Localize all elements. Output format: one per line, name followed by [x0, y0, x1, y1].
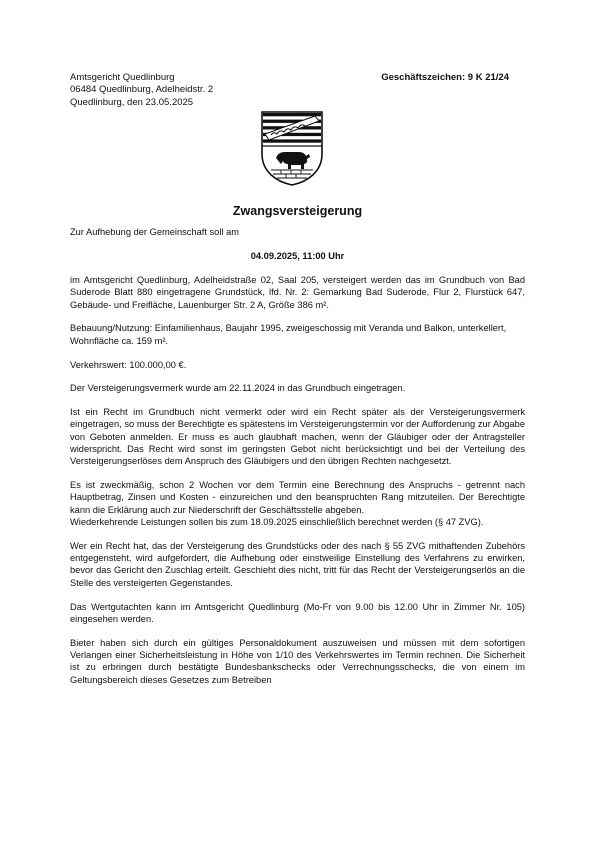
register-paragraph: Der Versteigerungsvermerk wurde am 22.11.2024 in das Grundbuch eingetragen.: [70, 383, 406, 394]
recurring-paragraph: Wiederkehrende Leistungen sollen bis zum 18.09.2025 einschließlich berechnet werden (§ 47 ZVG).: [70, 517, 484, 528]
document-body: [70, 226, 525, 697]
court-name: Amtsgericht Quedlinburg: [70, 72, 175, 83]
auction-date: 04.09.2025, 11:00 Uhr: [250, 250, 345, 261]
location-paragraph: im Amtsgericht Quedlinburg, Adelheidstraße 02, Saal 205, versteigert werden das im Grundbuch von Bad Suderode Blatt 880 eingetragene Grundstück, lfd. Nr. 2: Gemarkung Bad Suderode, Flur 2, Flurstück 647, Gebäude- und Freifläche, Lauenburger Str. 2 A, Größe 386 m².: [70, 275, 525, 310]
file-number: Geschäftszeichen: 9 K 21/24: [381, 72, 509, 83]
building-paragraph: Bebauung/Nutzung: Einfamilienhaus, Baujahr 1995, zweigeschossig mit Veranda und Balkon, unterkellert, Wohnfläche ca. 159 m².: [70, 323, 507, 346]
bidders-paragraph: Bieter haben sich durch ein gültiges Personaldokument auszuweisen und müssen mit dem sofortigen Verlangen einer Sicherheitsleistung in Höhe von 1/10 des Verkehrswertes im Termin rechnen. Die Sicherheit ist zu erbringen durch bestätigte Bundesbankschecks oder Verrechnungsschecks, die von einem im Geltungsbereich dieses Gesetzes zum Betreiben: [70, 637, 525, 685]
rights-paragraph: Ist ein Recht im Grundbuch nicht vermerkt oder wird ein Recht später als der Versteigerungsvermerk eingetragen, so muss der Berechtigte es spätestens im Versteigerungstermin vor der Aufforderung zur Abgabe von Geboten anmelden. Er muss es auch glaubhaft machen, wenn der Gläubiger oder der Antragsteller widerspricht. Das Recht wird sonst im geringsten Gebot nicht berücksichtigt und bei der Verteilung des Versteigerungserlöses dem Anspruch des Gläubigers und den übrigen Rechten nachgesetzt.: [70, 407, 525, 467]
opposition-paragraph: Wer ein Recht hat, das der Versteigerung des Grundstücks oder des nach § 55 ZVG mithaftenden Zubehörs entgegensteht, wird aufgefordert, die Aufhebung oder einstweilige Einstellung des Verfahrens zu erwirken, bevor das Gericht den Zuschlag erteilt. Geschieht dies nicht, tritt für das Recht der Versteigerungserlös an die Stelle des versteigerten Gegenstandes.: [70, 540, 525, 588]
value-paragraph: Verkehrswert: 100.000,00 €.: [70, 359, 187, 370]
court-street: 06484 Quedlinburg, Adelheidstr. 2: [70, 84, 214, 96]
document-title: Zwangsversteigerung: [232, 204, 363, 218]
court-address: [70, 72, 213, 109]
document-date: Quedlinburg, den 23.05.2025: [70, 96, 194, 108]
appraisal-paragraph: Das Wertgutachten kann im Amtsgericht Quedlinburg (Mo-Fr von 9.00 bis 12.00 Uhr in Zimmer Nr. 105) eingesehen werden.: [70, 601, 525, 624]
claims-paragraph: Es ist zweckmäßig, schon 2 Wochen vor dem Termin eine Berechnung des Anspruchs - getrennt nach Hauptbetrag, Zinsen und Kosten - einzureichen und den beanspruchten Rang mitzuteilen. Der Berechtigte kann die Erklärung auch zur Niederschrift der Geschäftsstelle abgeben.: [70, 480, 525, 515]
coat-of-arms-icon: [259, 110, 325, 186]
intro-paragraph: Zur Aufhebung der Gemeinschaft soll am: [70, 227, 239, 237]
